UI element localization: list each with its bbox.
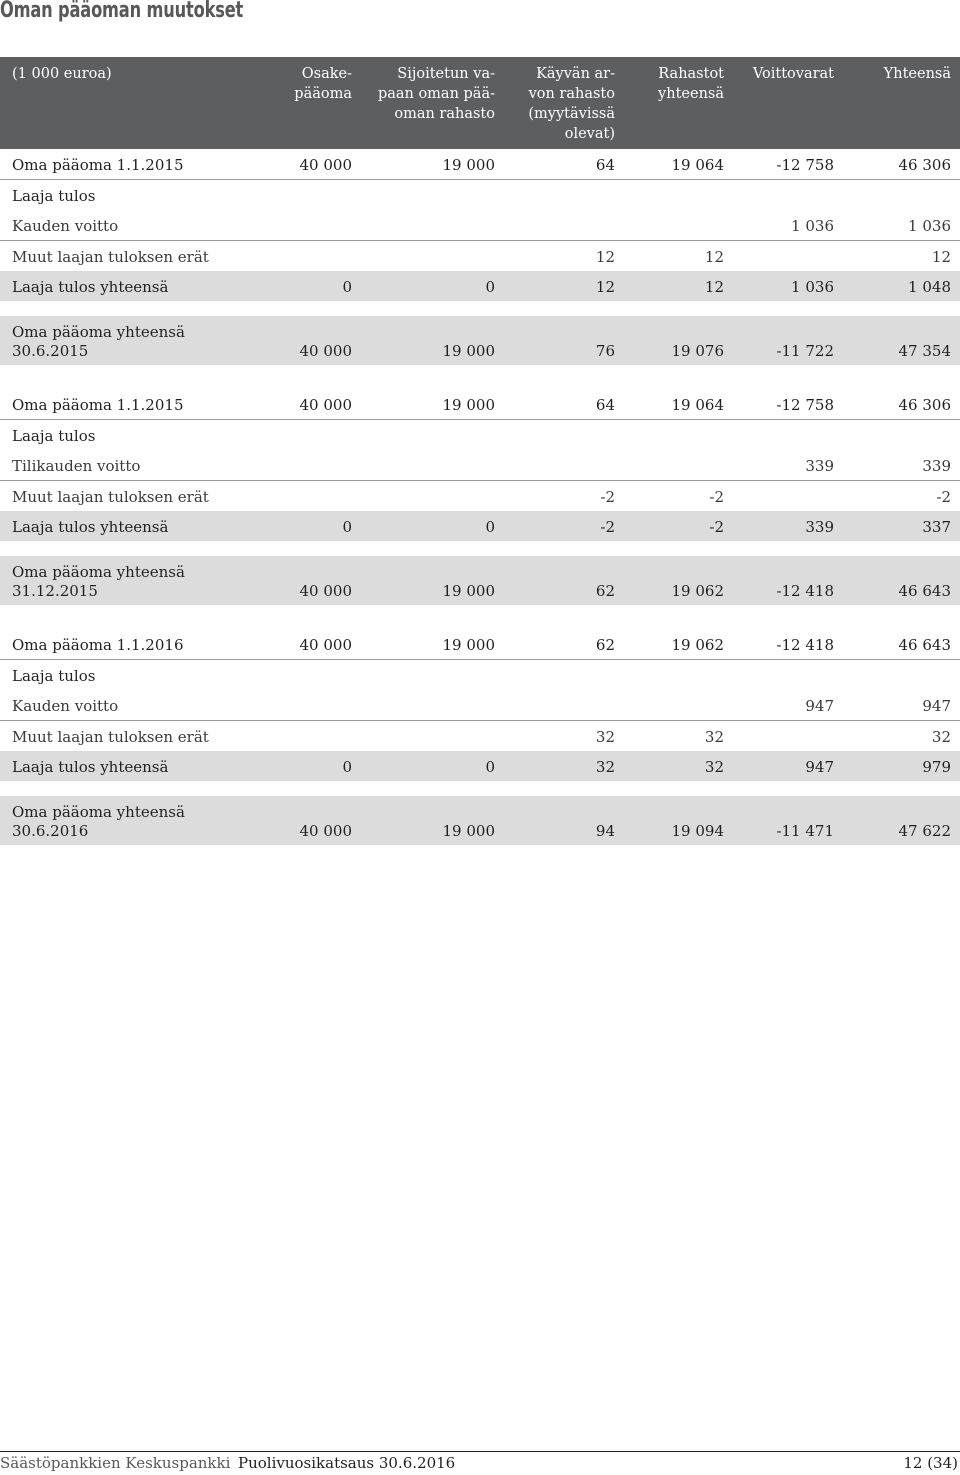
row-value: 62 (595, 636, 615, 654)
row-label: Oma pääoma yhteensä (12, 803, 185, 821)
row-value: 1 036 (791, 217, 834, 235)
row-value: 46 306 (898, 156, 951, 174)
footer-publisher: Säästöpankkien Keskuspankki (0, 1454, 231, 1472)
opening-balance-row (0, 389, 960, 420)
row-label: Laaja tulos (12, 427, 96, 445)
header-line: Osake- (301, 66, 352, 82)
header-fair-value-fund (528, 64, 615, 144)
opening-balance-row (0, 629, 960, 660)
page-title: Oman pääoman muutokset (0, 0, 244, 23)
row-value: 19 064 (671, 396, 724, 414)
row-label: Oma pääoma 1.1.2015 (12, 156, 184, 174)
row-label: Muut laajan tuloksen erät (12, 248, 209, 266)
header-line: pääoma (294, 86, 352, 102)
row-value: 46 643 (898, 636, 951, 654)
header-share-capital (294, 64, 352, 104)
row-value: -11 722 (776, 342, 834, 360)
row-value: 0 (342, 518, 352, 536)
row-value: 337 (922, 518, 951, 536)
row-value: 40 000 (299, 582, 352, 600)
header-line: oman rahasto (394, 106, 495, 122)
row-value: 19 000 (442, 156, 495, 174)
row-value: 19 000 (442, 582, 495, 600)
row-label: Kauden voitto (12, 697, 119, 715)
row-value: 19 062 (671, 582, 724, 600)
row-value: 12 (595, 248, 615, 266)
row-value: -12 758 (776, 396, 834, 414)
row-label: Laaja tulos (12, 667, 96, 685)
row-value: 339 (805, 457, 834, 475)
row-value: 19 094 (671, 822, 724, 840)
header-line: Voittovarat (752, 66, 834, 82)
row-value: 94 (595, 822, 615, 840)
header-line: Sijoitetun va- (397, 66, 495, 82)
section-heading-row (0, 180, 960, 210)
row-value: 40 000 (299, 396, 352, 414)
profit-row (0, 690, 960, 721)
row-value: 0 (342, 278, 352, 296)
row-value: -2 (600, 488, 615, 506)
row-value: 32 (931, 728, 951, 746)
row-value: 339 (922, 457, 951, 475)
closing-balance-row (0, 556, 960, 605)
row-label: Laaja tulos (12, 187, 96, 205)
page-footer (0, 1451, 960, 1475)
row-value: 47 354 (898, 342, 951, 360)
header-funds-total (658, 64, 724, 104)
row-value: 1 036 (908, 217, 951, 235)
header-invested-equity-fund (378, 64, 495, 124)
row-value: 32 (704, 728, 724, 746)
section-heading-row (0, 420, 960, 450)
row-value: 64 (595, 156, 615, 174)
equity-changes-table (0, 57, 960, 845)
row-value: 40 000 (299, 636, 352, 654)
row-value: 1 036 (791, 278, 834, 296)
row-value: -12 418 (776, 582, 834, 600)
row-label: 30.6.2016 (12, 822, 89, 840)
row-value: 46 643 (898, 582, 951, 600)
row-value: 32 (595, 758, 615, 776)
total-comprehensive-income-row (0, 271, 960, 301)
row-label: Kauden voitto (12, 217, 119, 235)
row-value: 19 076 (671, 342, 724, 360)
row-value: 0 (342, 758, 352, 776)
row-label: Muut laajan tuloksen erät (12, 488, 209, 506)
header-unit (12, 64, 112, 84)
row-value: 0 (485, 518, 495, 536)
row-value: 979 (922, 758, 951, 776)
closing-balance-row (0, 796, 960, 845)
row-label: Oma pääoma yhteensä (12, 563, 185, 581)
row-value: 32 (704, 758, 724, 776)
row-value: 19 000 (442, 342, 495, 360)
profit-row (0, 450, 960, 481)
table-body (0, 149, 960, 845)
header-retained-earnings (753, 64, 834, 84)
row-label: Laaja tulos yhteensä (12, 758, 169, 776)
row-value: 32 (595, 728, 615, 746)
header-total (884, 64, 951, 84)
row-value: 46 306 (898, 396, 951, 414)
oci-row (0, 241, 960, 271)
row-value: 62 (595, 582, 615, 600)
row-label: Tilikauden voitto (12, 457, 141, 475)
row-label: Oma pääoma 1.1.2016 (12, 636, 184, 654)
row-label: Oma pääoma yhteensä (12, 323, 185, 341)
closing-balance-row (0, 316, 960, 365)
row-value: 19 000 (442, 636, 495, 654)
header-line: (myytävissä (528, 106, 615, 122)
footer-report: Puolivuosikatsaus 30.6.2016 (238, 1454, 456, 1472)
section-heading-row (0, 660, 960, 690)
header-line: (1 000 euroa) (12, 66, 112, 82)
row-value: 0 (485, 278, 495, 296)
row-value: 12 (931, 248, 951, 266)
row-value: 40 000 (299, 156, 352, 174)
row-value: -12 418 (776, 636, 834, 654)
header-line: von rahasto (528, 86, 615, 102)
row-value: -11 471 (776, 822, 834, 840)
oci-row (0, 481, 960, 511)
row-value: 19 064 (671, 156, 724, 174)
row-value: 19 000 (442, 396, 495, 414)
header-line: yhteensä (658, 86, 724, 102)
header-line: Yhteensä (883, 66, 951, 82)
row-value: 339 (805, 518, 834, 536)
footer-page-number: 12 (34) (903, 1454, 958, 1472)
row-value: -2 (936, 488, 951, 506)
row-value: 19 000 (442, 822, 495, 840)
row-value: -2 (709, 518, 724, 536)
row-value: 19 062 (671, 636, 724, 654)
row-label: Oma pääoma 1.1.2015 (12, 396, 184, 414)
row-value: 1 048 (908, 278, 951, 296)
oci-row (0, 721, 960, 751)
row-label: 30.6.2015 (12, 342, 89, 360)
row-value: 947 (805, 697, 834, 715)
row-value: 47 622 (898, 822, 951, 840)
table-header (0, 57, 960, 149)
row-value: 40 000 (299, 822, 352, 840)
row-label: 31.12.2015 (12, 582, 98, 600)
header-line: Käyvän ar- (536, 66, 615, 82)
row-value: 12 (595, 278, 615, 296)
row-value: 64 (595, 396, 615, 414)
profit-row (0, 210, 960, 241)
header-line: paan oman pää- (377, 86, 495, 102)
header-line: Rahastot (658, 66, 724, 82)
row-value: 0 (485, 758, 495, 776)
row-value: 947 (805, 758, 834, 776)
row-label: Laaja tulos yhteensä (12, 518, 169, 536)
row-value: 947 (922, 697, 951, 715)
row-value: -12 758 (776, 156, 834, 174)
total-comprehensive-income-row (0, 751, 960, 781)
opening-balance-row (0, 149, 960, 180)
row-value: 76 (595, 342, 615, 360)
row-label: Laaja tulos yhteensä (12, 278, 169, 296)
row-value: -2 (600, 518, 615, 536)
row-label: Muut laajan tuloksen erät (12, 728, 209, 746)
row-value: 40 000 (299, 342, 352, 360)
row-value: 12 (704, 248, 724, 266)
header-line: olevat) (564, 126, 615, 142)
row-value: -2 (709, 488, 724, 506)
total-comprehensive-income-row (0, 511, 960, 541)
row-value: 12 (704, 278, 724, 296)
